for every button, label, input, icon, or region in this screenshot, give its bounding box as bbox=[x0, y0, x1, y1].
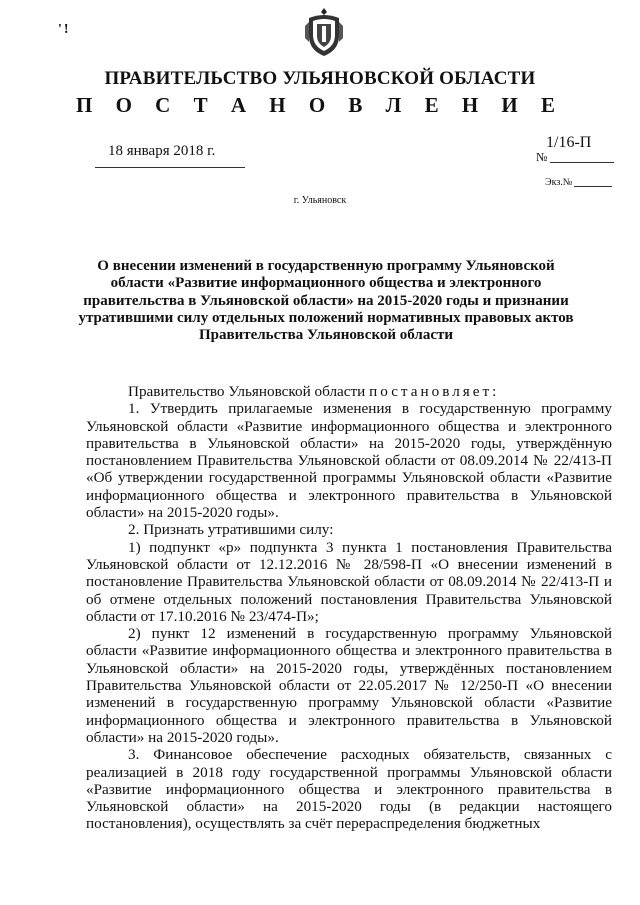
paragraph-2-1: 1) подпункт «р» подпункта 3 пункта 1 постановления Правительства Ульяновской области от 12.12.2016 № 28/598-П «О внесении изменений в постановление Правительства Ульяновской области от 08.09.2014 № 22/413-П и об отмене отдельных положений постановления Правительства Ульяновской области от 17.10.2016 № 23/474-П»; bbox=[86, 538, 612, 625]
document-type: П О С Т А Н О В Л Е Н И Е bbox=[75, 93, 564, 117]
copy-number-underline bbox=[574, 186, 612, 187]
number-underline bbox=[550, 162, 614, 163]
intro-decree-word: постановляет: bbox=[369, 383, 500, 400]
intro-prefix: Правительство Ульяновской области bbox=[128, 383, 366, 400]
paragraph-3: 3. Финансовое обеспечение расходных обязательств, связанных с реализацией в 2018 году государственной программы Ульяновской области «Развитие информационного общества и электронного правительства в Ульяновской области» на 2015-2020 годы (в редакции настоящего постановления), осуществлять за счёт перераспределения бюджетных bbox=[86, 746, 612, 833]
document-title: О внесении изменений в государственную программу Ульяновской области «Развитие информационного общества и электронного правительства в Ульяновской области» на 2015-2020 годы и признании утратившими силу отдельных положений нормативных правовых актов Правительства Ульяновской области bbox=[78, 258, 574, 344]
government-name: ПРАВИТЕЛЬСТВО УЛЬЯНОВСКОЙ ОБЛАСТИ bbox=[104, 68, 536, 89]
city: г. Ульяновск bbox=[293, 195, 347, 206]
intro-paragraph bbox=[86, 383, 612, 400]
document-body bbox=[86, 383, 612, 833]
date-underline bbox=[95, 167, 245, 168]
document-number: 1/16-П bbox=[546, 134, 592, 151]
paragraph-2: 2. Признать утратившими силу: bbox=[128, 521, 334, 539]
document-date: 18 января 2018 г. bbox=[108, 143, 216, 159]
paragraph-1: 1. Утвердить прилагаемые изменения в государственную программу Ульяновской области «Развитие информационного общества и электронного правительства в Ульяновской области» на 2015-2020 годы, утверждённую постановлением Правительства Ульяновской области от 08.09.2014 № 22/413-П «Об утверждении государственной программы Ульяновской области «Развитие информационного общества и электронного правительства в Ульяновской области» на 2015-2020 годы». bbox=[86, 400, 612, 522]
number-sign: № bbox=[536, 150, 548, 164]
copy-number-label: Экз.№ bbox=[545, 177, 573, 188]
coat-of-arms-emblem bbox=[303, 6, 345, 58]
margin-mark: '! bbox=[58, 22, 71, 37]
paragraph-2-2: 2) пункт 12 изменений в государственную программу Ульяновской области «Развитие информационного общества и электронного правительства в Ульяновской области» на 2015-2020 годы, утверждённых постановлением Правительства Ульяновской области от 22.05.2017 № 12/250-П «О внесении изменений в государственную программу Ульяновской области «Развитие информационного общества и электронного правительства в Ульяновской области» на 2015-2020 годы». bbox=[86, 625, 612, 746]
